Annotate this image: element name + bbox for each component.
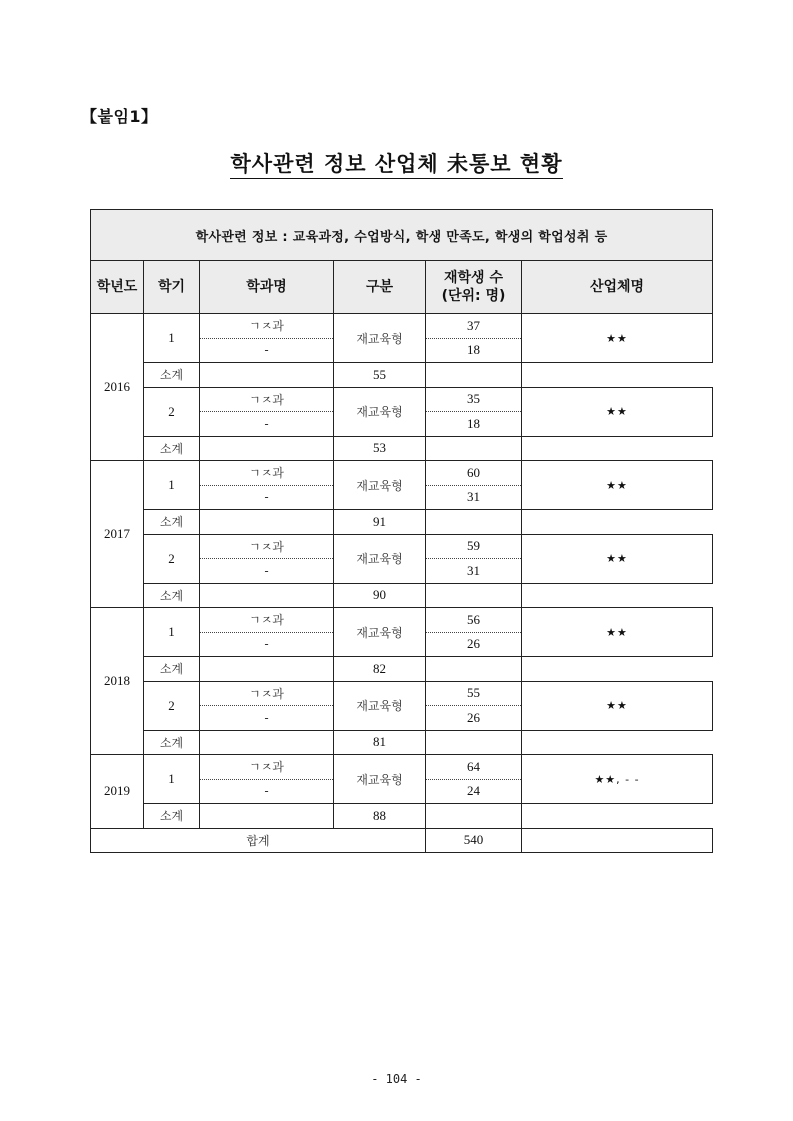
empty-category-cell	[200, 510, 334, 535]
header-students-line1: 재학생 수	[444, 270, 503, 286]
subtotal-value-cell: 91	[334, 510, 426, 535]
header-students-line2: (단위: 명)	[441, 288, 506, 304]
subtotal-value-cell: 88	[334, 804, 426, 829]
attachment-label: 【붙임1】	[81, 107, 158, 126]
dept-name-cell: -	[200, 632, 334, 657]
student-count-cell: 31	[426, 559, 522, 584]
table-row	[91, 681, 713, 706]
student-count-cell: 18	[426, 412, 522, 437]
subtotal-label-cell: 소계	[144, 657, 200, 682]
page-number: - 104 -	[371, 1072, 422, 1086]
student-count-cell: 37	[426, 314, 522, 339]
dept-name-cell: ㄱㅈ과	[200, 534, 334, 559]
company-cell: ★★	[522, 387, 713, 436]
subtotal-value-cell: 55	[334, 363, 426, 388]
subtotal-value-cell: 90	[334, 583, 426, 608]
header-students	[426, 261, 522, 314]
student-count-cell: 59	[426, 534, 522, 559]
empty-company-cell	[426, 804, 522, 829]
page-title	[0, 148, 793, 178]
student-count-cell: 60	[426, 461, 522, 486]
semester-cell: 1	[144, 755, 200, 804]
semester-cell: 1	[144, 461, 200, 510]
company-cell: ★★	[522, 681, 713, 730]
category-cell: 재교육형	[334, 608, 426, 657]
subtotal-label-cell: 소계	[144, 363, 200, 388]
dept-name-cell: -	[200, 779, 334, 804]
empty-company-cell	[426, 510, 522, 535]
subtotal-row	[91, 436, 713, 461]
subtotal-label-cell: 소계	[144, 583, 200, 608]
total-value-cell: 540	[426, 828, 522, 853]
subtotal-value-cell: 53	[334, 436, 426, 461]
year-cell: 2017	[91, 461, 144, 608]
dept-name-cell: ㄱㅈ과	[200, 461, 334, 486]
student-count-cell: 24	[426, 779, 522, 804]
total-label-cell: 합계	[91, 828, 426, 853]
table-row	[91, 314, 713, 339]
table-row	[91, 534, 713, 559]
company-cell: ★★	[522, 314, 713, 363]
category-cell: 재교육형	[334, 534, 426, 583]
empty-category-cell	[200, 363, 334, 388]
category-cell: 재교육형	[334, 387, 426, 436]
company-cell: ★★, - -	[522, 755, 713, 804]
subtotal-label-cell: 소계	[144, 436, 200, 461]
category-cell: 재교육형	[334, 314, 426, 363]
header-category: 구분	[334, 261, 426, 314]
dept-name-cell: ㄱㅈ과	[200, 387, 334, 412]
student-count-cell: 55	[426, 681, 522, 706]
subtotal-value-cell: 82	[334, 657, 426, 682]
empty-company-cell	[426, 730, 522, 755]
empty-category-cell	[200, 730, 334, 755]
empty-company-cell	[426, 583, 522, 608]
subtotal-label-cell: 소계	[144, 804, 200, 829]
year-cell: 2016	[91, 314, 144, 461]
dept-name-cell: ㄱㅈ과	[200, 314, 334, 339]
empty-category-cell	[200, 657, 334, 682]
category-cell: 재교육형	[334, 681, 426, 730]
empty-category-cell	[200, 436, 334, 461]
table-caption: 학사관련 정보 : 교육과정, 수업방식, 학생 만족도, 학생의 학업성취 등	[91, 210, 713, 261]
header-company: 산업체명	[522, 261, 713, 314]
status-table	[90, 209, 713, 853]
header-dept: 학과명	[200, 261, 334, 314]
header-year: 학년도	[91, 261, 144, 314]
subtotal-row	[91, 804, 713, 829]
dept-name-cell: -	[200, 412, 334, 437]
table-row	[91, 755, 713, 780]
semester-cell: 2	[144, 387, 200, 436]
company-cell: ★★	[522, 534, 713, 583]
empty-company-cell	[426, 657, 522, 682]
header-semester: 학기	[144, 261, 200, 314]
dept-name-cell: -	[200, 338, 334, 363]
empty-category-cell	[200, 583, 334, 608]
company-cell: ★★	[522, 608, 713, 657]
category-cell: 재교육형	[334, 755, 426, 804]
subtotal-row	[91, 510, 713, 535]
table-row	[91, 387, 713, 412]
company-cell: ★★	[522, 461, 713, 510]
page-title-text: 학사관련 정보 산업체 未통보 현황	[230, 151, 564, 179]
table-row	[91, 608, 713, 633]
empty-company-cell	[426, 363, 522, 388]
dept-name-cell: ㄱㅈ과	[200, 755, 334, 780]
student-count-cell: 35	[426, 387, 522, 412]
subtotal-row	[91, 583, 713, 608]
category-cell: 재교육형	[334, 461, 426, 510]
subtotal-value-cell: 81	[334, 730, 426, 755]
student-count-cell: 64	[426, 755, 522, 780]
student-count-cell: 18	[426, 338, 522, 363]
subtotal-label-cell: 소계	[144, 510, 200, 535]
year-cell: 2019	[91, 755, 144, 829]
dept-name-cell: ㄱㅈ과	[200, 608, 334, 633]
subtotal-label-cell: 소계	[144, 730, 200, 755]
student-count-cell: 26	[426, 706, 522, 731]
table-row	[91, 461, 713, 486]
semester-cell: 1	[144, 314, 200, 363]
empty-category-cell	[200, 804, 334, 829]
student-count-cell: 56	[426, 608, 522, 633]
subtotal-row	[91, 657, 713, 682]
total-row	[91, 828, 713, 853]
dept-name-cell: -	[200, 559, 334, 584]
semester-cell: 1	[144, 608, 200, 657]
semester-cell: 2	[144, 534, 200, 583]
semester-cell: 2	[144, 681, 200, 730]
subtotal-row	[91, 730, 713, 755]
student-count-cell: 26	[426, 632, 522, 657]
dept-name-cell: ㄱㅈ과	[200, 681, 334, 706]
empty-company-cell	[522, 828, 713, 853]
subtotal-row	[91, 363, 713, 388]
empty-company-cell	[426, 436, 522, 461]
student-count-cell: 31	[426, 485, 522, 510]
dept-name-cell: -	[200, 485, 334, 510]
dept-name-cell: -	[200, 706, 334, 731]
year-cell: 2018	[91, 608, 144, 755]
